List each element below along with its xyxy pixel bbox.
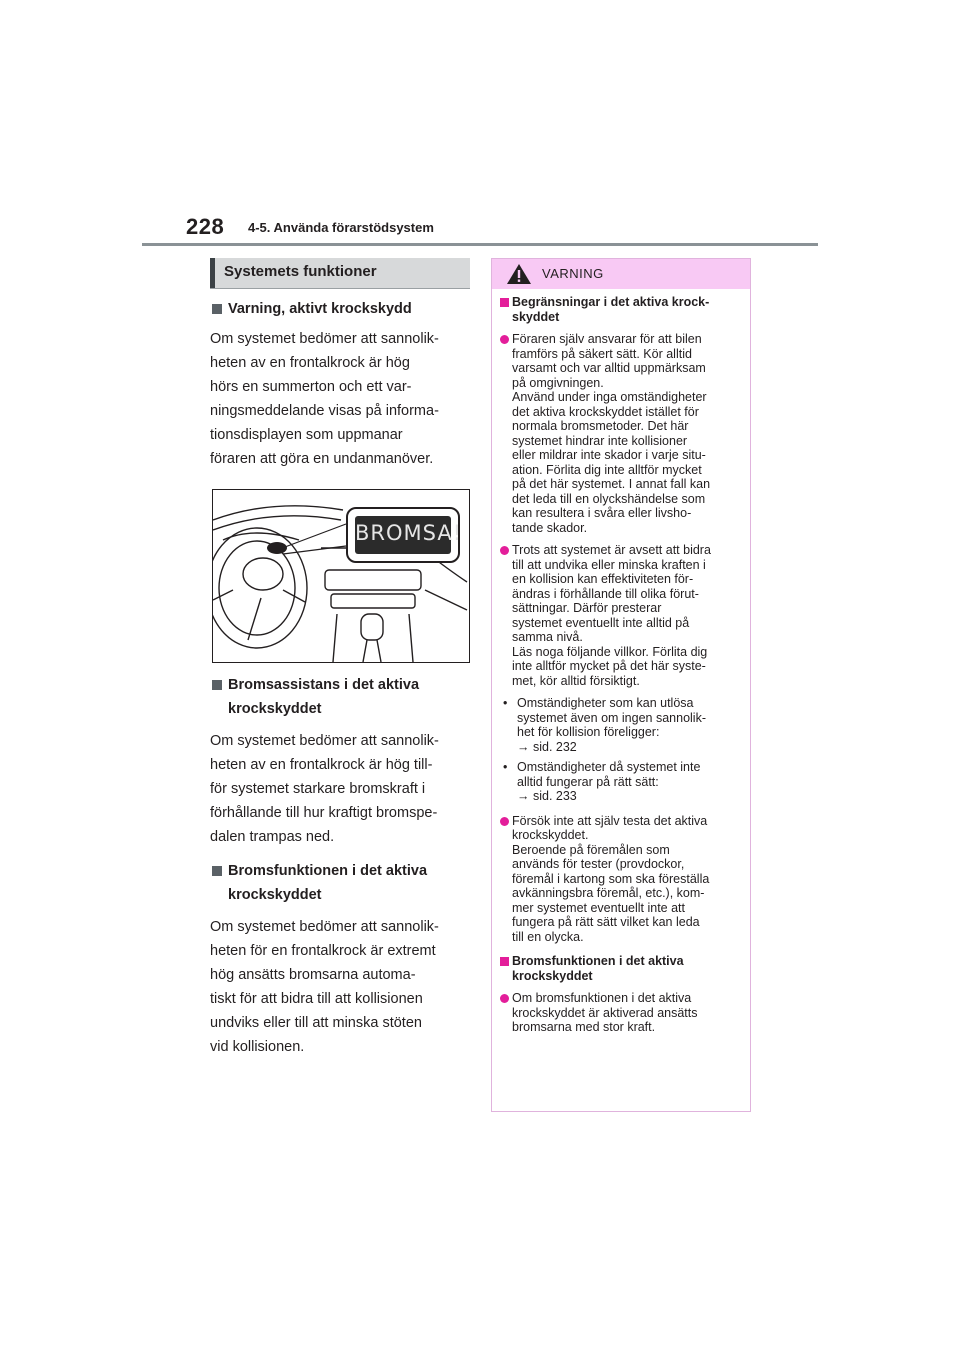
subheading-line: Bromsfunktionen i det aktiva: [228, 863, 428, 879]
square-bullet-icon: [500, 298, 509, 307]
subheading-line: krockskyddet: [228, 701, 322, 717]
chapter-title: 4-5. Använda förarstödsystem: [248, 220, 434, 235]
paragraph-line: föraren att göra en undanmanöver.: [210, 451, 434, 467]
warning-item-do-not-test: Försök inte att själv testa det aktiva krockskyddet. Beroende på föremålen som används för tester (provdockor, föremål i kartong som ska föreställa avkänningsbra föremål, etc.), kom- mer systemet eventuellt inte att fungera på rätt sätt vilket kan leda till en olycka.: [500, 814, 742, 945]
warning-triangle-icon: [506, 263, 532, 285]
round-bullet-icon: [500, 817, 509, 826]
page-reference-link[interactable]: → sid. 232: [517, 739, 577, 754]
warning-heading-brake-function: Bromsfunktionen i det aktiva krockskyddet: [500, 954, 742, 983]
round-bullet-icon: [500, 994, 509, 1003]
paragraph-brake-function: [210, 915, 470, 1059]
square-bullet-icon: [500, 957, 509, 966]
page-reference-link[interactable]: → sid. 233: [517, 789, 577, 803]
paragraph-line: dalen trampas ned.: [210, 829, 335, 845]
display-message-text: BROMSA!: [355, 516, 451, 554]
subheading-line: krockskyddet: [228, 887, 322, 903]
paragraph-line: Om systemet bedömer att sannolik-: [210, 919, 439, 935]
paragraph-line: heten för en frontalkrock är extremt: [210, 943, 436, 959]
round-bullet-icon: [500, 335, 509, 344]
paragraph-line: för systemet starkare bromskraft i: [210, 781, 426, 797]
paragraph-line: Om systemet bedömer att sannolik-: [210, 331, 439, 347]
square-bullet-icon: [212, 866, 222, 876]
paragraph-line: tionsdisplayen som uppmanar: [210, 427, 403, 443]
warning-header: [492, 259, 750, 289]
section-heading-text: Systemets funktioner: [224, 263, 377, 280]
warning-bullet-trigger-conditions: • Omständigheter som kan utlösa systemet även om ingen sannolik- het för kollision föreligger: → sid. 232: [500, 696, 742, 754]
paragraph-line: heten av en frontalkrock är hög till-: [210, 757, 433, 773]
subheading-brake-assist: [210, 673, 470, 721]
subheading-text: Varning, aktivt krockskydd: [228, 301, 412, 317]
square-bullet-icon: [212, 680, 222, 690]
page-number: 228: [186, 214, 225, 239]
paragraph-line: ningsmeddelande visas på informa-: [210, 403, 439, 419]
dot-bullet-icon: •: [503, 760, 508, 774]
paragraph-line: hörs en summerton och ett var-: [210, 379, 412, 395]
warning-item-effectiveness: Trots att systemet är avsett att bidra till att undvika eller minska kraften i en kollision kan effektiviteten för- ändras i förhållande till olika förut- sättningar. Därför presterar systemet eventuellt inte alltid på samma nivå. Läs noga följande villkor. Förlita dig inte alltför mycket på det här syste- met, kör alltid försiktigt.: [500, 543, 742, 688]
paragraph-line: tiskt för att bidra till att kollisionen: [210, 991, 423, 1007]
section-heading-bar: [210, 258, 215, 288]
paragraph-line: förhållande till hur kraftigt bromspe-: [210, 805, 438, 821]
round-bullet-icon: [500, 546, 509, 555]
paragraph-line: Om systemet bedömer att sannolik-: [210, 733, 439, 749]
square-bullet-icon: [212, 304, 222, 314]
paragraph-line: hög ansätts bromsarna automa-: [210, 967, 416, 983]
paragraph-line: heten av en frontalkrock är hög: [210, 355, 410, 371]
warning-bullet-malfunction-conditions: • Omständigheter då systemet inte alltid fungerar på rätt sätt: → sid. 233: [500, 760, 742, 804]
paragraph-brake-assist: [210, 729, 470, 849]
warning-item-driver-responsibility: Föraren själv ansvarar för att bilen framförs på säkert sätt. Kör alltid varsamt och var alltid uppmärksam på omgivningen. Använd under inga omständigheter det aktiva krockskyddet istället för normala bromsmetoder. Det här systemet hindrar inte kollisioner eller mildrar inte skador i varje situ- ation. Förlita dig inte alltför mycket på det här systemet. I annat fall kan det leda till en olyckshändelse som kan resultera i svåra eller livsho- tande skador.: [500, 332, 742, 535]
dashboard-illustration: [212, 489, 470, 663]
warning-heading-limitations: Begränsningar i det aktiva krock- skyddet: [500, 295, 742, 324]
paragraph-line: undviks eller till att minska stöten: [210, 1015, 422, 1031]
paragraph-warning: [210, 327, 470, 471]
paragraph-line: vid kollisionen.: [210, 1039, 305, 1055]
display-message-box: [346, 507, 463, 563]
warning-body: [492, 289, 750, 1035]
subheading-warning: [210, 297, 470, 321]
dot-bullet-icon: •: [503, 696, 508, 710]
subheading-brake-function: [210, 859, 470, 907]
section-heading: [210, 258, 470, 289]
subheading-line: Bromsassistans i det aktiva: [228, 677, 420, 693]
warning-box: [491, 258, 751, 1112]
warning-item-brake-force: Om bromsfunktionen i det aktiva krockskyddet är aktiverad ansätts bromsarna med stor kraft.: [500, 991, 742, 1035]
header-rule: [142, 243, 818, 246]
left-column: [210, 258, 470, 1059]
warning-title: VARNING: [542, 266, 604, 281]
